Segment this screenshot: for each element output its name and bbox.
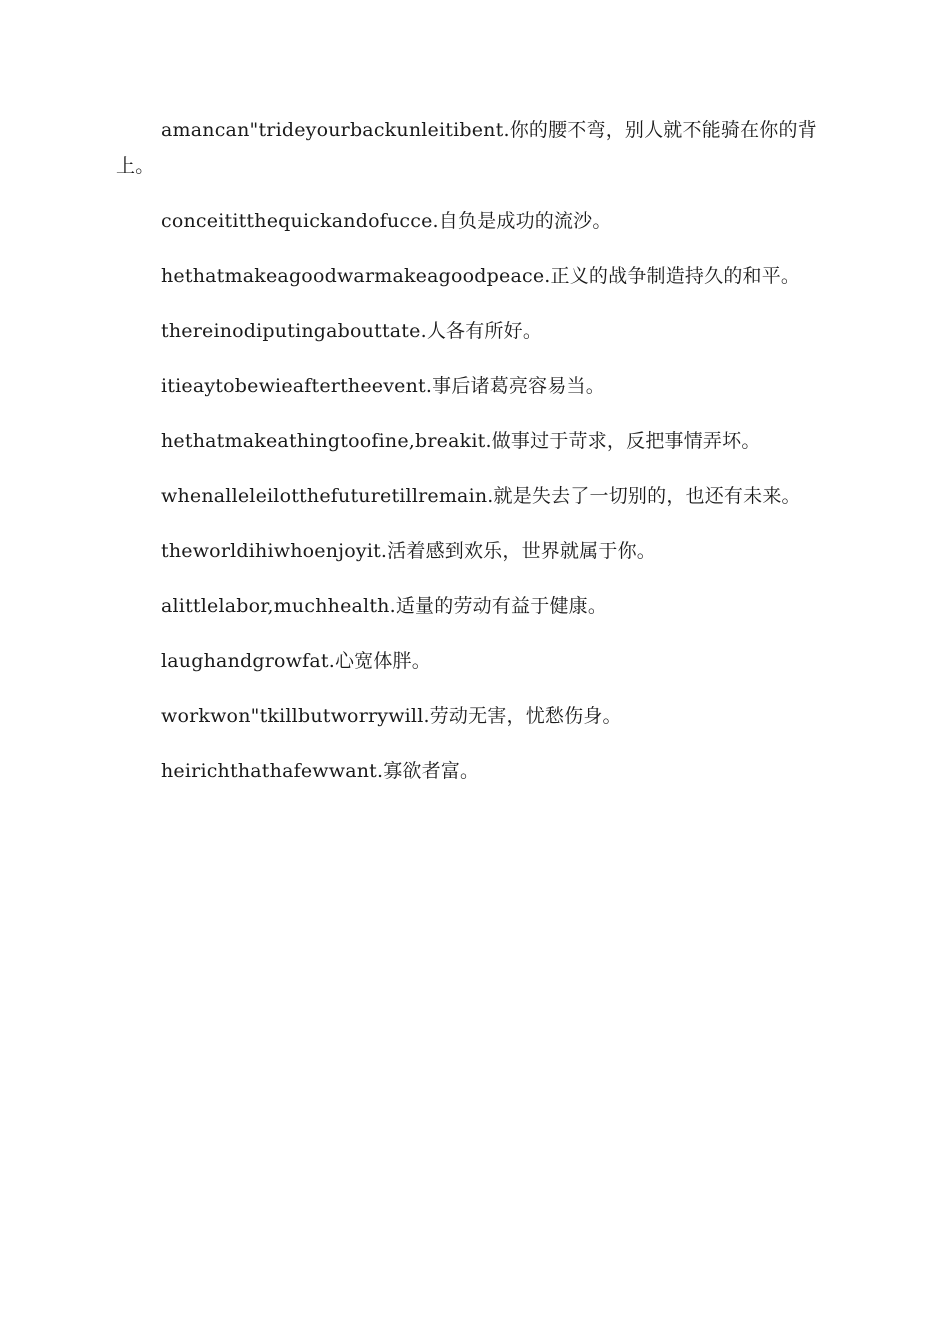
paragraph: hethatmakeathingtoofine,breakit.做事过于苛求，反把事情弄坏。: [161, 430, 761, 452]
paragraph: amancan"trideyourbackunleitibent.你的腰不弯，别人就不能骑在你的背上。: [116, 119, 817, 177]
paragraph: theworldihiwhoenjoyit.活着感到欢乐，世界就属于你。: [161, 540, 656, 562]
paragraph: conceititthequickandofucce.自负是成功的流沙。: [161, 210, 612, 232]
paragraph: laughandgrowfat.心宽体胖。: [161, 650, 431, 672]
paragraph: itieaytobewieaftertheevent.事后诸葛亮容易当。: [161, 375, 605, 397]
paragraph: workwon"tkillbutworrywill.劳动无害，忧愁伤身。: [161, 705, 622, 727]
paragraph: hethatmakeagoodwarmakeagoodpeace.正义的战争制造持久的和平。: [161, 265, 801, 287]
paragraph: whenalleleilotthefuturetillremain.就是失去了一切别的，也还有未来。: [161, 485, 801, 507]
document-body: [116, 112, 836, 808]
paragraph: thereinodiputingabouttate.人各有所好。: [161, 320, 543, 342]
paragraph: alittlelabor,muchhealth.适量的劳动有益于健康。: [161, 595, 608, 617]
paragraph: heirichthathafewwant.寡欲者富。: [161, 760, 480, 782]
